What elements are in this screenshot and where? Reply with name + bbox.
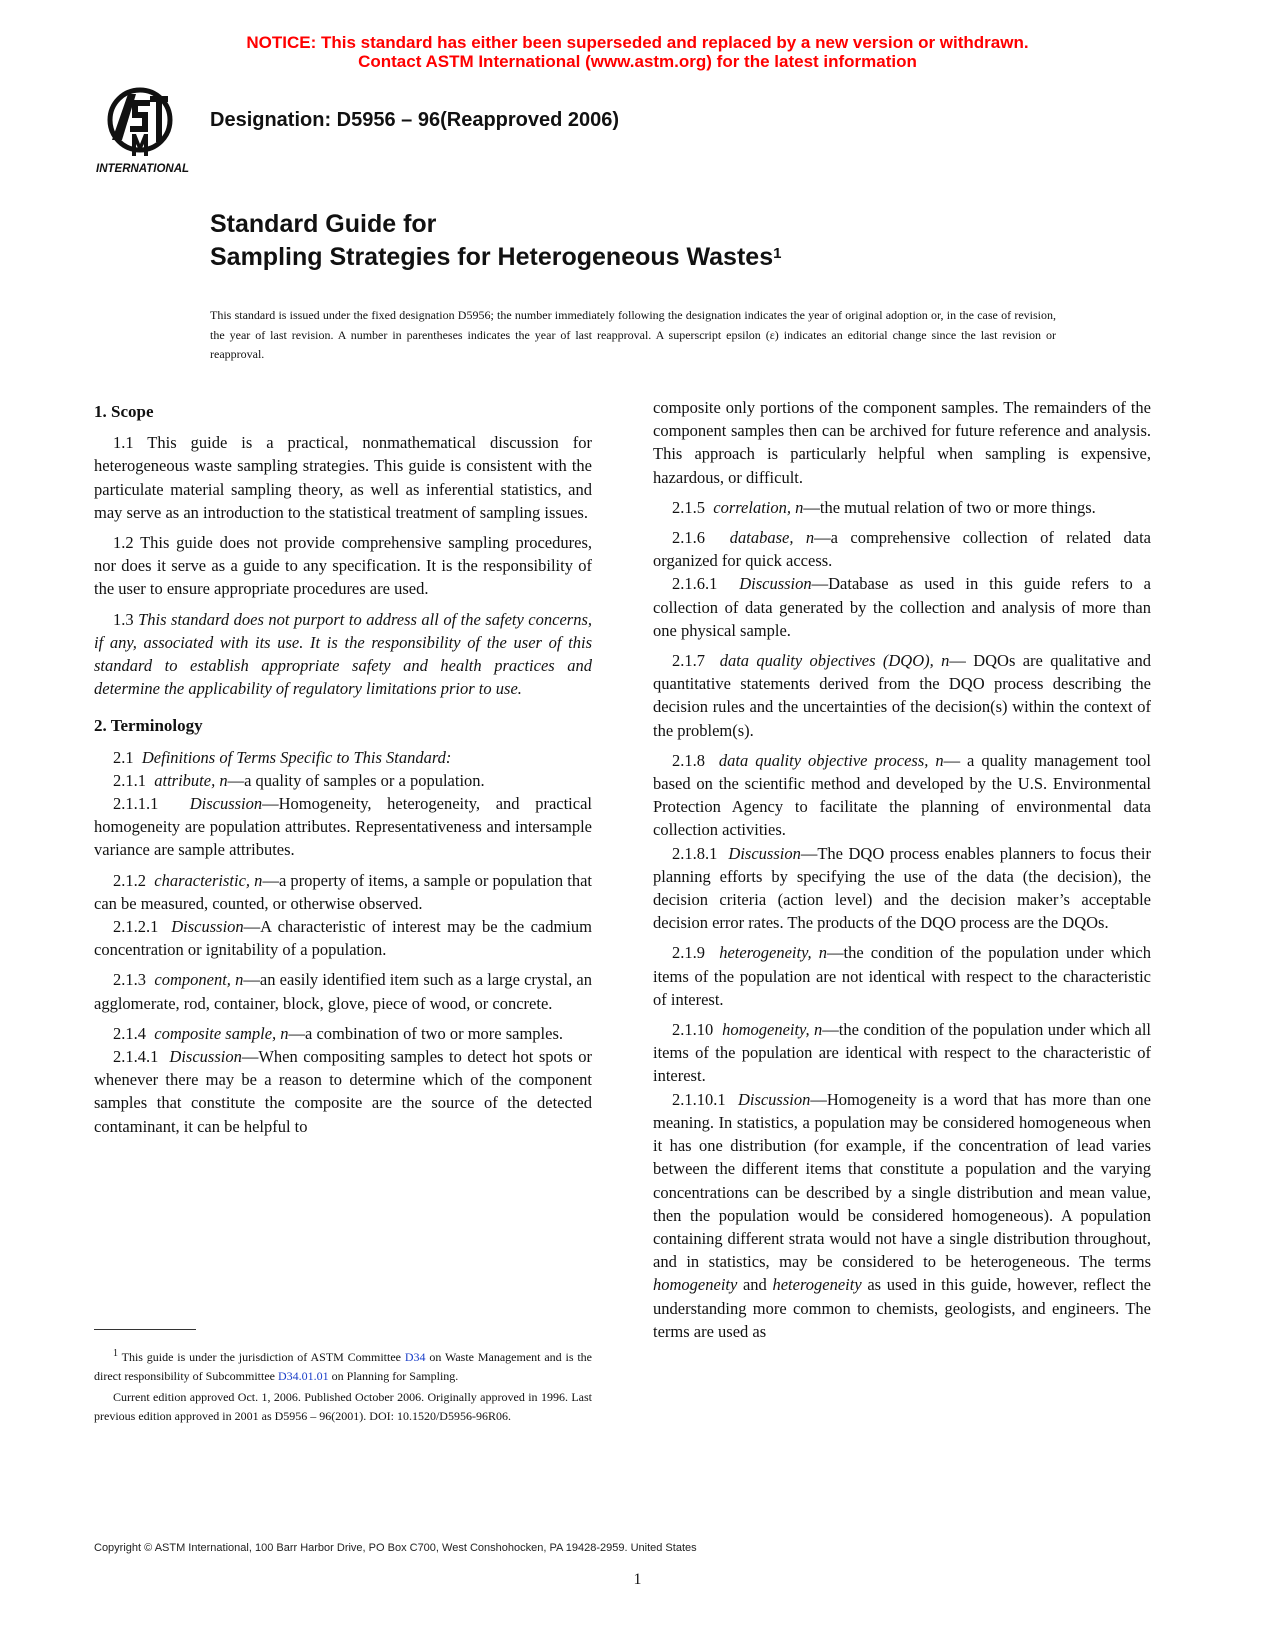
discussion-text: —Homogeneity is a word that has more than one meaning. In statistics, a population may be considered homogeneous when it has one distribution (for example, if the concentration of lead varies between the different items that constitute a population and the varying concentrations can be described by a single distribution and mean value, then the population would be considered homogeneous). A population containing different strata would not have a single distribution throughout, and in statistics, may be considered to be heterogeneous. The terms	[653, 1089, 1151, 1272]
definition-database	[653, 526, 1151, 572]
definition-text: —an easily identified item such as a large crystal, an agglomerate, rod, container, block, glove, piece of wood, or concrete.	[94, 970, 592, 1013]
definition-text: —a quality of samples or a population.	[227, 770, 485, 790]
clause-number: 2.1.2	[113, 870, 146, 890]
definition-text: —the mutual relation of two or more things.	[803, 497, 1096, 517]
discussion-label: Discussion	[171, 917, 244, 937]
clause-number: 2.1.8	[672, 750, 705, 770]
notice-line-1: NOTICE: This standard has either been superseded and replaced by a new version or withdrawn.	[246, 33, 1029, 52]
definition-text: — DQOs are qualitative and quantitative statements derived from the DQO process describing the decision rules and the uncertainties of the decision(s) within the context of the problem(s).	[653, 651, 1152, 740]
title-footnote-mark: 1	[773, 245, 782, 262]
definition-text: —the condition of the population under which all items of the population are identical with respect to the characteristic of interest.	[653, 1020, 1151, 1086]
discussion-text: as used in this guide, however, reflect the understanding more common to chemists, geologists, and engineers. The terms are used as	[653, 1275, 1152, 1341]
discussion-text: —Homogeneity, heterogeneity, and practical homogeneity are population attributes. Representativeness and intersample variance are sample attributes.	[94, 794, 592, 860]
discussion-label: Discussion	[189, 794, 263, 814]
clause-number: 2.1.5	[672, 497, 705, 517]
clause-number: 2.1.1.1	[113, 794, 159, 814]
discussion-label: Discussion	[739, 574, 812, 594]
continued-paragraph: composite only portions of the component samples. The remainders of the component samples then can be archived for future reference and analysis. This approach is particularly helpful when sampling is expensive, hazardous, or difficult.	[653, 398, 1151, 487]
subcommittee-link[interactable]: D34.01.01	[277, 1369, 329, 1384]
footnote-divider	[94, 1329, 196, 1330]
emphasized-term: heterogeneity	[772, 1275, 862, 1295]
right-column	[653, 396, 1151, 1350]
withdrawal-notice	[0, 33, 1275, 71]
definition-text: —the condition of the population under which items of the population are not identical with respect to the characteristic of interest.	[653, 943, 1151, 1009]
definitions-heading: Definitions of Terms Specific to This Standard:	[141, 747, 452, 767]
defined-term: data quality objectives (DQO), n	[719, 651, 950, 671]
discussion-2-1-1-1	[94, 792, 592, 862]
clause-number: 2.1.7	[672, 651, 705, 671]
clause-number: 2.1.10.1	[672, 1089, 726, 1109]
defined-term: attribute, n	[154, 770, 228, 790]
footnote-edition: Current edition approved Oct. 1, 2006. Published October 2006. Originally approved in 1996. Last previous edition approved in 2001 as D5956 – 96(2001). DOI: 10.1520/D5956-96R06.	[94, 1389, 592, 1424]
discussion-label: Discussion	[728, 843, 801, 863]
copyright-line: Copyright © ASTM International, 100 Barr Harbor Drive, PO Box C700, West Conshohocken, PA 19428-2959. United States	[94, 1542, 697, 1554]
defined-term: data quality objective process, n	[718, 750, 944, 770]
clause-number: 1.3	[113, 609, 134, 629]
definition-correlation	[653, 496, 1151, 519]
paragraph-1-1: 1.1 This guide is a practical, nonmathematical discussion for heterogeneous waste sampling strategies. This guide is consistent with the particulate material sampling theory, as well as inferential statistics, and may serve as an introduction to the statistical treatment of sampling issues.	[94, 433, 592, 522]
defined-term: database, n	[729, 528, 815, 548]
left-column	[94, 400, 592, 1145]
footnote-text: This guide is under the jurisdiction of ASTM Committee	[121, 1350, 401, 1364]
footnote-1	[94, 1344, 592, 1387]
discussion-2-1-8-1	[653, 842, 1151, 935]
definition-dqo-process	[653, 749, 1151, 842]
paragraph-1-3	[94, 608, 592, 701]
discussion-text: and	[742, 1275, 767, 1295]
logo-wordmark: INTERNATIONAL	[96, 163, 190, 175]
defined-term: homogeneity, n	[722, 1020, 823, 1040]
discussion-2-1-10-1	[653, 1088, 1151, 1343]
discussion-text: —A characteristic of interest may be the cadmium concentration or ignitability of a population.	[94, 917, 593, 960]
clause-number: 2.1.9	[672, 943, 705, 963]
defined-term: heterogeneity, n	[719, 943, 827, 963]
astm-international-logo	[92, 82, 196, 178]
definition-homogeneity	[653, 1018, 1151, 1088]
discussion-2-1-2-1	[94, 915, 592, 961]
footnote-text: on Planning for Sampling.	[331, 1369, 459, 1384]
clause-number: 2.1	[113, 747, 134, 767]
clause-number: 2.1.3	[113, 970, 146, 990]
discussion-2-1-4-1	[94, 1045, 592, 1138]
definition-heterogeneity	[653, 941, 1151, 1011]
defined-term: component, n	[154, 970, 244, 990]
notice-line-2: Contact ASTM International (www.astm.org) for the latest information	[358, 52, 917, 71]
definition-text: —a combination of two or more samples.	[288, 1023, 564, 1043]
defined-term: correlation, n	[713, 497, 804, 517]
safety-caveat: This standard does not purport to address all of the safety concerns, if any, associated with its use. It is the responsibility of the user of this standard to establish appropriate safety and health practices and determine the applicability of regulatory limitations prior to use.	[94, 609, 592, 699]
clause-number: 2.1.1	[113, 770, 146, 790]
footnotes	[94, 1344, 592, 1428]
discussion-label: Discussion	[169, 1047, 242, 1067]
defined-term: characteristic, n	[154, 870, 263, 890]
clause-number: 2.1.4	[113, 1023, 146, 1043]
committee-link[interactable]: D34	[404, 1350, 426, 1364]
astm-logo-icon	[92, 82, 196, 178]
discussion-label: Discussion	[737, 1089, 811, 1109]
footnote-text: on Waste Management and is the direct responsibility of Subcommittee	[94, 1350, 592, 1384]
page-number: 1	[633, 1571, 642, 1588]
definition-attribute	[94, 769, 592, 792]
discussion-text: —When compositing samples to detect hot spots or whenever there may be a reason to determine which of the component samples that constitute the composite are the source of the detected contaminant, it can be helpful to	[94, 1047, 593, 1136]
definition-component	[94, 968, 592, 1014]
section-heading-scope: 1. Scope	[94, 402, 154, 421]
document-title	[210, 208, 781, 274]
definition-text: — a quality management tool based on the scientific method and developed by the U.S. Environmental Protection Agency to facilitate the planning of environmental data collection activities.	[653, 750, 1152, 840]
clause-number: 2.1.4.1	[113, 1047, 159, 1067]
definition-dqo	[653, 649, 1151, 742]
clause-number: 2.1.10	[672, 1020, 714, 1040]
paragraph-1-2: 1.2 This guide does not provide comprehensive sampling procedures, nor does it serve as a guide to any specification. It is the responsibility of the user to ensure appropriate procedures are used.	[94, 533, 592, 599]
discussion-text: —The DQO process enables planners to focus their planning efforts by specifying the use of the data (the decision), the decision criteria (action level) and the decision maker’s acceptable decision error rates. The products of the DQO process are the DQOs.	[653, 843, 1151, 933]
title-line-2	[210, 241, 781, 274]
clause-number: 2.1.6	[672, 528, 705, 548]
definition-text: —a comprehensive collection of related data organized for quick access.	[653, 528, 1151, 571]
clause-number: 2.1.8.1	[672, 843, 718, 863]
title-line-1: Standard Guide for	[210, 210, 437, 238]
issue-note: This standard is issued under the fixed designation D5956; the number immediately following the designation indicates the year of original adoption or, in the case of revision, the year of last revision. A number in parentheses indicates the year of last reapproval. A superscript epsilon (ε) indicates an editorial change since the last revision or reapproval.	[210, 308, 1056, 361]
clause-number: 2.1.2.1	[113, 917, 159, 937]
discussion-2-1-6-1	[653, 572, 1151, 642]
paragraph-2-1	[94, 746, 592, 769]
definition-characteristic	[94, 869, 592, 915]
definition-text: —a property of items, a sample or population that can be measured, counted, or otherwise observed.	[94, 870, 592, 913]
discussion-text: —Database as used in this guide refers to a collection of data generated by the collection and analysis of more than one physical sample.	[653, 574, 1151, 640]
footnote-mark: 1	[113, 1348, 118, 1359]
standard-designation: Designation: D5956 – 96(Reapproved 2006)	[210, 109, 620, 131]
defined-term: composite sample, n	[154, 1023, 289, 1043]
section-heading-terminology: 2. Terminology	[94, 716, 203, 736]
emphasized-term: homogeneity	[653, 1275, 738, 1295]
definition-composite-sample	[94, 1022, 592, 1045]
clause-number: 2.1.6.1	[672, 574, 718, 594]
title-line-2-text: Sampling Strategies for Heterogeneous Wastes	[210, 243, 774, 271]
